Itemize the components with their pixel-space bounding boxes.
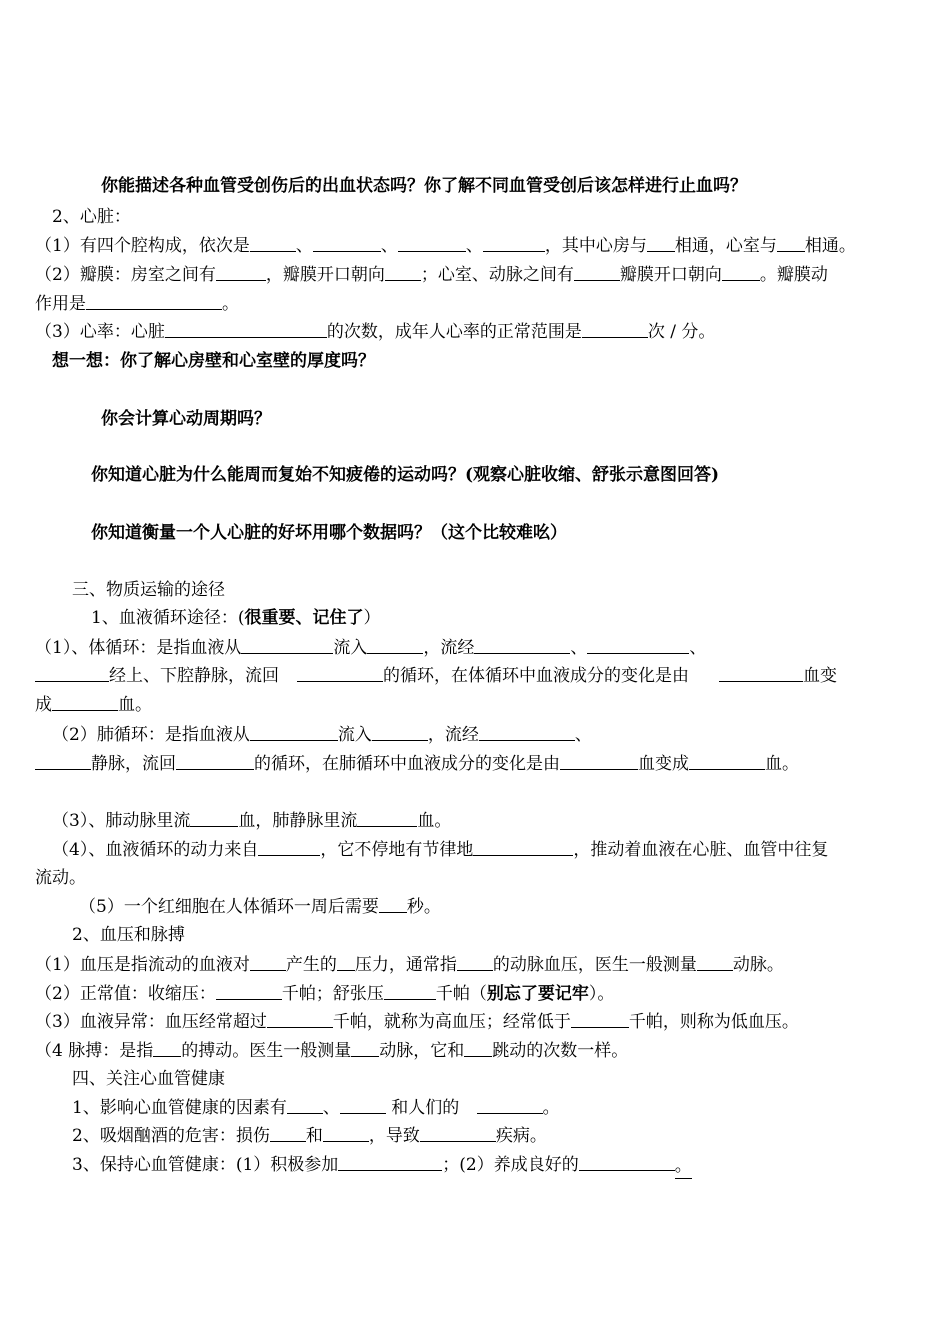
text: ，流经 <box>427 725 479 745</box>
text: 流入 <box>337 725 372 745</box>
text: 疾病。 <box>495 1126 547 1146</box>
blank[interactable] <box>216 264 266 281</box>
health-line-3 <box>72 1153 692 1179</box>
text: （3）、肺动脉里流 <box>52 811 191 831</box>
blank[interactable] <box>153 1040 181 1057</box>
text: ，其中心房与 <box>544 236 647 256</box>
systemic-line-3 <box>35 693 152 717</box>
text: 、 <box>570 638 588 658</box>
text: 次 / 分。 <box>647 322 716 342</box>
text: 千帕（ <box>435 984 487 1004</box>
pressure-line-2 <box>35 982 614 1006</box>
text: 、 <box>380 236 398 256</box>
text: 。 <box>542 1098 560 1118</box>
section-transport-heading: 三、物质运输的途径 <box>72 580 225 600</box>
section-health-heading: 四、关注心血管健康 <box>72 1069 225 1089</box>
text: 、 <box>295 236 313 256</box>
pressure-line-3 <box>35 1010 799 1034</box>
blank[interactable] <box>241 637 333 654</box>
text: 千帕；舒张压 <box>281 984 384 1004</box>
text: 作用是 <box>35 294 86 314</box>
blank[interactable] <box>337 954 355 971</box>
heart-chambers-line <box>35 234 856 258</box>
text: （3）血液异常：血压经常超过 <box>35 1012 267 1032</box>
heart-heading: 2、心脏： <box>52 207 131 227</box>
text: 和 <box>305 1126 323 1146</box>
text: 相通，心室与 <box>674 236 777 256</box>
circulation-power-line <box>52 838 828 862</box>
text: 。瓣膜动 <box>759 265 828 285</box>
blank[interactable] <box>457 954 493 971</box>
text: （4 脉搏：是指 <box>35 1041 154 1061</box>
text: 和人们的 <box>385 1098 465 1118</box>
blank[interactable] <box>689 753 765 770</box>
pressure-line-1 <box>35 953 784 977</box>
text: 的搏动。医生一般测量 <box>181 1041 352 1061</box>
text: 、 <box>574 725 592 745</box>
blank[interactable] <box>250 724 338 741</box>
blank[interactable] <box>574 264 620 281</box>
text: 瓣膜开口朝向 <box>619 265 722 285</box>
text: ）。 <box>588 984 615 1004</box>
text: ，导致 <box>368 1126 420 1146</box>
text: 、 <box>689 638 707 658</box>
blank[interactable] <box>722 264 760 281</box>
blank[interactable] <box>473 839 573 856</box>
text: （2）正常值：收缩压： <box>35 984 216 1004</box>
text: 的循环，在体循环中血液成分的变化是由 <box>383 666 689 686</box>
blank[interactable] <box>477 1097 543 1114</box>
blank[interactable] <box>287 1097 323 1114</box>
health-line-1 <box>72 1096 560 1120</box>
text: 千帕，则称为低血压。 <box>628 1012 799 1032</box>
text: 血，肺静脉里流 <box>238 811 358 831</box>
text: （2）肺循环：是指血液从 <box>52 725 250 745</box>
red-cell-line <box>79 895 441 919</box>
text: （1）血压是指流动的血液对 <box>35 955 250 975</box>
text: （4）、血液循环的动力来自 <box>52 840 259 860</box>
text: 跳动的次数一样。 <box>492 1041 629 1061</box>
question-cardiac-cycle: 你会计算心动周期吗？ <box>101 409 271 429</box>
question-heart-tireless: 你知道心脏为什么能周而复始不知疲倦的运动吗？(观察心脏收缩、舒张示意图回答) <box>91 465 720 485</box>
blank[interactable] <box>587 637 689 654</box>
blank[interactable] <box>398 235 466 252</box>
blank[interactable] <box>267 1011 333 1028</box>
text: 血。 <box>417 811 452 831</box>
blank[interactable] <box>777 235 805 252</box>
text: 经上、下腔静脉，流回 <box>109 666 279 686</box>
blank[interactable] <box>86 293 222 310</box>
text: 、 <box>322 1098 340 1118</box>
blank[interactable] <box>483 235 545 252</box>
text: （2）瓣膜：房室之间有 <box>35 265 216 285</box>
blank[interactable] <box>379 896 407 913</box>
blank[interactable] <box>35 753 91 770</box>
blank[interactable] <box>560 753 638 770</box>
question-heart-measure: 你知道衡量一个人心脏的好坏用哪个数据吗？（这个比较难吆） <box>91 523 567 543</box>
text: （5）一个红细胞在人体循环一周后需要 <box>79 897 379 917</box>
blank[interactable] <box>35 665 109 682</box>
text: 血变 <box>803 666 837 686</box>
think-heading: 想一想：你了解心房壁和心室壁的厚度吗？ <box>52 351 375 371</box>
text: ） <box>363 608 381 628</box>
blank[interactable] <box>52 694 118 711</box>
text: 的次数，成年人心率的正常范围是 <box>326 322 582 342</box>
blank[interactable] <box>190 810 238 827</box>
heart-valves-line <box>35 263 828 287</box>
text: 静脉，流回 <box>91 754 176 774</box>
pulmonary-line-2 <box>35 752 799 776</box>
blank[interactable] <box>216 983 282 1000</box>
blank[interactable] <box>384 983 436 1000</box>
circulation-subheading <box>91 606 380 630</box>
blank[interactable] <box>165 321 327 338</box>
pulse-line <box>35 1039 628 1063</box>
heart-valves-line-2 <box>35 292 239 316</box>
text: （1）有四个腔构成，依次是 <box>35 236 250 256</box>
text: 血。 <box>765 754 799 774</box>
blank[interactable] <box>340 1097 386 1114</box>
blank[interactable] <box>697 954 733 971</box>
blank[interactable] <box>647 235 675 252</box>
text: 产生的 <box>285 955 337 975</box>
text: 。 <box>675 1154 692 1179</box>
text: ，瓣膜开口朝向 <box>265 265 385 285</box>
text: ；心室、动脉之间有 <box>420 265 574 285</box>
text: 相通。 <box>804 236 856 256</box>
text: 压力，通常指 <box>354 955 457 975</box>
text: （3）心率：心脏 <box>35 322 165 342</box>
text: 。 <box>222 294 239 314</box>
blank[interactable] <box>571 1011 629 1028</box>
text: 3、保持心血管健康：(1）积极参加 <box>72 1155 339 1175</box>
text: 动脉。 <box>732 955 784 975</box>
emphasis: 别忘了要记牢 <box>486 984 589 1004</box>
health-line-2 <box>72 1124 547 1148</box>
blank[interactable] <box>420 1125 496 1142</box>
text: 成 <box>35 695 52 715</box>
circulation-power-line-2: 流动。 <box>35 868 86 888</box>
text: 流入 <box>333 638 368 658</box>
text: 的循环，在肺循环中血液成分的变化是由 <box>254 754 560 774</box>
text: ，它不停地有节律地 <box>320 840 474 860</box>
blank[interactable] <box>250 954 286 971</box>
blank[interactable] <box>338 1154 442 1171</box>
blank[interactable] <box>719 665 803 682</box>
systemic-line-2 <box>35 664 837 688</box>
systemic-line-1 <box>35 636 706 660</box>
text: 1、影响心血管健康的因素有 <box>72 1098 287 1118</box>
text: ，推动着血液在心脏、血管中往复 <box>573 840 829 860</box>
blank[interactable] <box>351 1040 379 1057</box>
emphasis: 很重要、记住了 <box>244 608 364 628</box>
blank[interactable] <box>258 839 320 856</box>
text: ，流经 <box>423 638 475 658</box>
blank[interactable] <box>323 1125 369 1142</box>
text: 1、血液循环途径：( <box>91 608 245 628</box>
text: 、 <box>465 236 483 256</box>
pulmonary-line-1 <box>52 723 592 747</box>
blank[interactable] <box>385 264 421 281</box>
pulmonary-artery-line <box>52 809 451 833</box>
blank[interactable] <box>297 665 383 682</box>
blank[interactable] <box>176 753 254 770</box>
blank[interactable] <box>313 235 381 252</box>
blank[interactable] <box>270 1125 306 1142</box>
blank[interactable] <box>372 724 428 741</box>
heart-rate-line <box>35 320 715 344</box>
text: 血变成 <box>638 754 689 774</box>
blank[interactable] <box>250 235 296 252</box>
pressure-heading: 2、血压和脉搏 <box>72 925 185 945</box>
blank[interactable] <box>464 1040 492 1057</box>
question-bleeding: 你能描述各种血管受创伤后的出血状态吗？你了解不同血管受创后该怎样进行止血吗？ <box>101 176 747 196</box>
text: ；(2）养成良好的 <box>442 1155 579 1175</box>
text: 秒。 <box>406 897 441 917</box>
text: （1）、体循环：是指血液从 <box>35 638 242 658</box>
blank[interactable] <box>582 321 648 338</box>
text: 动脉，它和 <box>379 1041 465 1061</box>
blank[interactable] <box>357 810 417 827</box>
blank[interactable] <box>474 637 570 654</box>
blank[interactable] <box>579 1154 675 1171</box>
blank[interactable] <box>479 724 575 741</box>
text: 的动脉血压，医生一般测量 <box>492 955 697 975</box>
text: 血。 <box>118 695 152 715</box>
text: 千帕，就称为高血压；经常低于 <box>332 1012 571 1032</box>
blank[interactable] <box>367 637 423 654</box>
text: 2、吸烟酗酒的危害：损伤 <box>72 1126 270 1146</box>
